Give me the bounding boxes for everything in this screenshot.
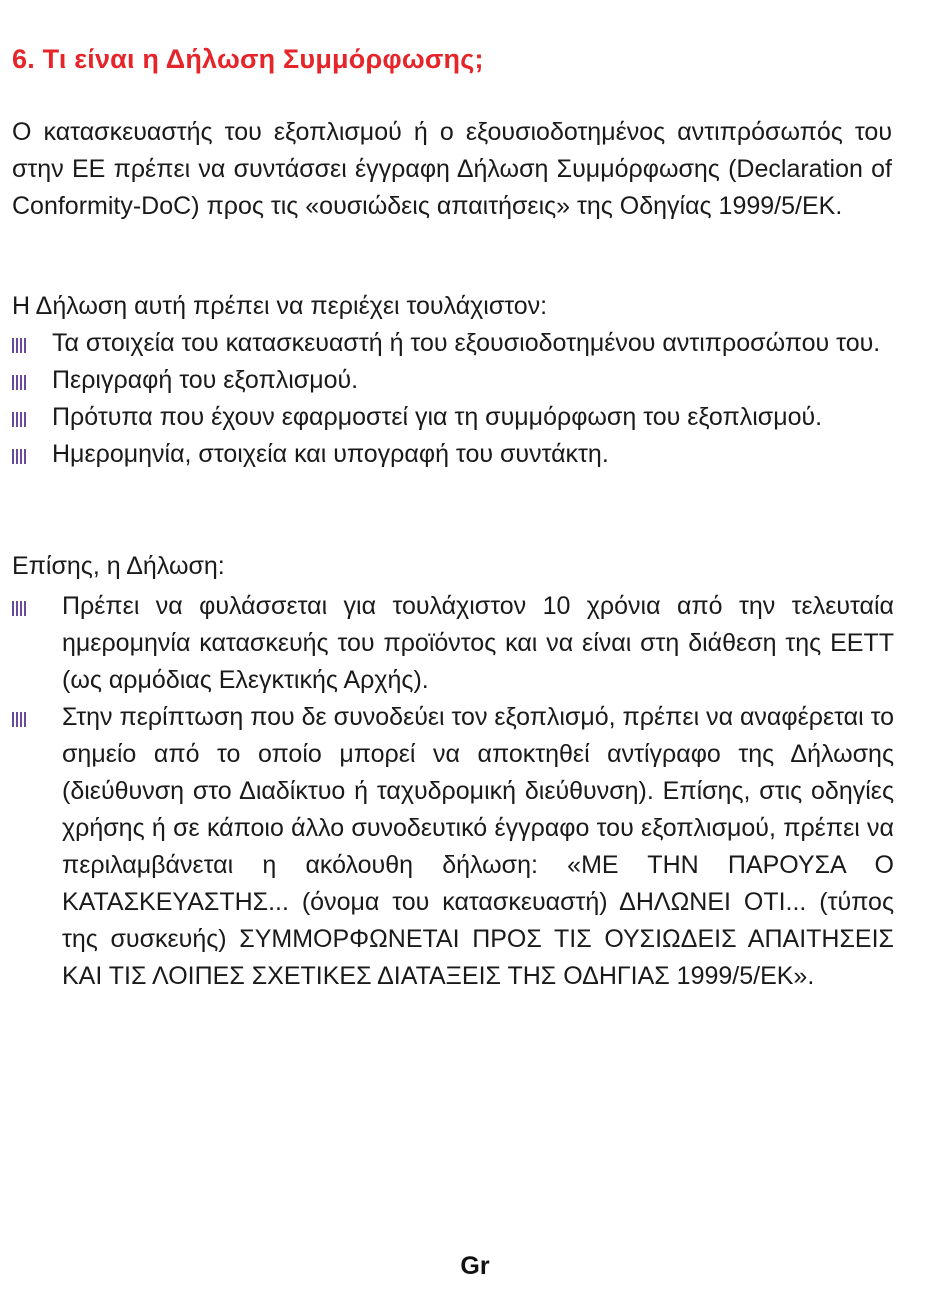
list-item-text: Πρότυπα που έχουν εφαρμοστεί για τη συμμόρφωση του εξοπλισμού. (52, 403, 823, 431)
list-item (12, 699, 894, 995)
additional-requirements-intro: Επίσης, η Δήλωση: (12, 552, 225, 580)
section-heading: 6. Τι είναι η Δήλωση Συμμόρφωσης; (12, 44, 484, 74)
minimum-contents-intro: Η Δήλωση αυτή πρέπει να περιέχει τουλάχιστον: (12, 292, 548, 320)
bullet-bars-icon (12, 601, 28, 616)
list-item-text: Τα στοιχεία του κατασκευαστή ή του εξουσιοδοτημένου αντιπροσώπου του. (52, 329, 881, 357)
list-item-text: Ημερομηνία, στοιχεία και υπογραφή του συντάκτη. (52, 440, 609, 468)
intro-paragraph: Ο κατασκευαστής του εξοπλισμού ή ο εξουσιοδοτημένος αντιπρόσωπός του στην ΕΕ πρέπει να συντάσσει έγγραφη Δήλωση Συμμόρφωσης (Declaration of Conformity-DoC) προς τις «ουσιώδεις απαιτήσεις» της Οδηγίας 1999/5/ΕΚ. (12, 118, 892, 220)
additional-requirements-list (12, 588, 894, 995)
bullet-bars-icon (12, 412, 28, 427)
minimum-contents-list (12, 325, 894, 473)
list-item-text: Περιγραφή του εξοπλισμού. (52, 366, 359, 394)
list-item (12, 436, 894, 473)
language-code-label: Gr (460, 1252, 490, 1280)
list-item-text: Πρέπει να φυλάσσεται για τουλάχιστον 10 χρόνια από την τελευταία ημερομηνία κατασκευής του προϊόντος και να είναι στη διάθεση της ΕΕΤΤ (ως αρμόδιας Ελεγκτικής Αρχής). (62, 592, 894, 694)
list-item-text: Στην περίπτωση που δε συνοδεύει τον εξοπλισμό, πρέπει να αναφέρεται το σημείο από το οποίο μπορεί να αποκτηθεί αντίγραφο της Δήλωσης (διεύθυνση στο Διαδίκτυο ή ταχυδρομική διεύθυνση). Επίσης, στις οδηγίες χρήσης ή σε κάποιο άλλο συνοδευτικό έγγραφο του εξοπλισμού, πρέπει να περιλαμβάνεται η ακόλουθη δήλωση: «ΜΕ ΤΗΝ ΠΑΡΟΥΣΑ Ο ΚΑΤΑΣΚΕΥΑΣΤΗΣ... (όνομα του κατασκευαστή) ΔΗΛΩΝΕΙ ΟΤΙ... (τύπος της συσκευής) ΣΥΜΜΟΡΦΩΝΕΤΑΙ ΠΡΟΣ ΤΙΣ ΟΥΣΙΩΔΕΙΣ ΑΠΑΙΤΗΣΕΙΣ ΚΑΙ ΤΙΣ ΛΟΙΠΕΣ ΣΧΕΤΙΚΕΣ ΔΙΑΤΑΞΕΙΣ ΤΗΣ ΟΔΗΓΙΑΣ 1999/5/ΕΚ». (62, 703, 894, 990)
list-item (12, 325, 894, 362)
list-item (12, 362, 894, 399)
bullet-bars-icon (12, 375, 28, 390)
bullet-bars-icon (12, 338, 28, 353)
list-item (12, 588, 894, 699)
bullet-bars-icon (12, 712, 28, 727)
list-item (12, 399, 894, 436)
document-page (12, 0, 902, 1310)
bullet-bars-icon (12, 449, 28, 464)
